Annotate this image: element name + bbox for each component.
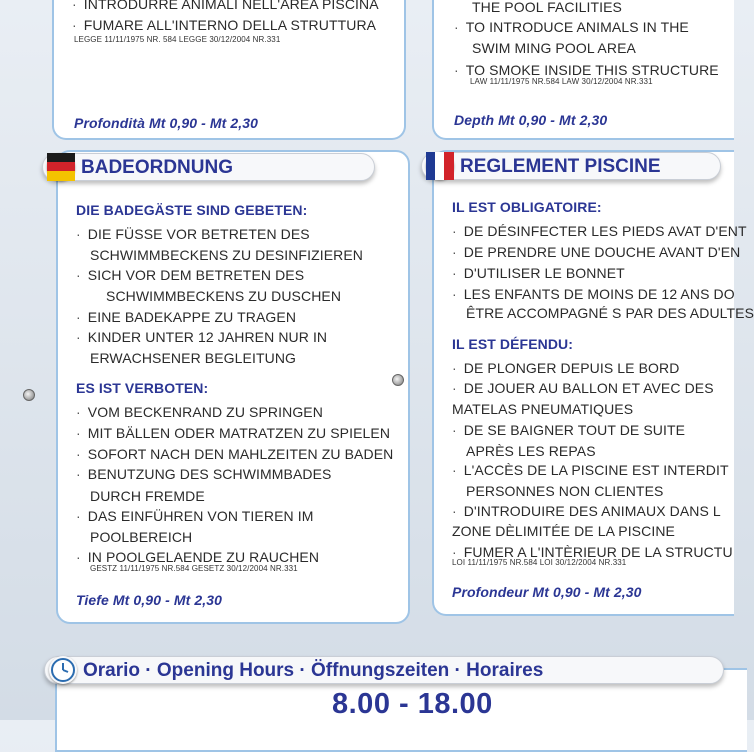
list-item: · DE SE BAIGNER TOUT DE SUITE bbox=[452, 422, 686, 438]
law-reference: LOI 11/11/1975 NR.584 LOI 30/12/2004 NR.331 bbox=[452, 558, 627, 567]
french-forbidden-heading: IL EST DÉFENDU: bbox=[452, 336, 574, 352]
german-forbidden-heading: ES IST VERBOTEN: bbox=[76, 380, 209, 396]
list-item: · FUMARE ALL'INTERNO DELLA STRUTTURA bbox=[72, 17, 377, 33]
list-item: · IN POOLGELAENDE ZU RAUCHEN bbox=[76, 549, 320, 565]
french-required-heading: IL EST OBLIGATOIRE: bbox=[452, 199, 602, 215]
depth-label: Profondità Mt 0,90 - Mt 2,30 bbox=[74, 115, 259, 131]
list-item: · L'ACCÈS DE LA PISCINE EST INTERDIT bbox=[452, 462, 729, 478]
opening-hours-value: 8.00 - 18.00 bbox=[332, 688, 493, 720]
german-title-banner bbox=[42, 153, 375, 181]
law-reference: LAW 11/11/1975 NR.584 LAW 30/12/2004 NR.331 bbox=[470, 77, 653, 86]
german-title: BADEORDNUNG bbox=[81, 157, 233, 178]
list-item: · SICH VOR DEM BETRETEN DES bbox=[76, 267, 305, 283]
list-item: · DIE FÜSSE VOR BETRETEN DES bbox=[76, 226, 310, 242]
list-item: · SOFORT NACH DEN MAHLZEITEN ZU BADEN bbox=[76, 446, 394, 462]
list-item-continued: DURCH FREMDE bbox=[90, 488, 205, 504]
french-title: REGLEMENT PISCINE bbox=[460, 156, 661, 177]
list-item: · VOM BECKENRAND ZU SPRINGEN bbox=[76, 404, 323, 420]
list-item: · D'UTILISER LE BONNET bbox=[452, 265, 625, 281]
list-item-continued: MATELAS PNEUMATIQUES bbox=[452, 401, 634, 417]
depth-label: Tiefe Mt 0,90 - Mt 2,30 bbox=[76, 592, 222, 608]
german-requested-heading: DIE BADEGÄSTE SIND GEBETEN: bbox=[76, 202, 308, 218]
list-item: · EINE BADEKAPPE ZU TRAGEN bbox=[76, 309, 297, 325]
list-item: · DE DÉSINFECTER LES PIEDS AVAT D'ENT bbox=[452, 223, 747, 239]
list-item-continued: ÊTRE ACCOMPAGNÉ S PAR DES ADULTES bbox=[466, 305, 754, 321]
list-item-continued: ZONE DÈLIMITÉE DE LA PISCINE bbox=[452, 523, 675, 539]
law-reference: GESTZ 11/11/1975 NR.584 GESETZ 30/12/2004 NR.331 bbox=[90, 564, 298, 573]
opening-hours-banner bbox=[44, 656, 724, 684]
list-item: · DE PLONGER DEPUIS LE BORD bbox=[452, 360, 680, 376]
list-item: THE POOL FACILITIES bbox=[472, 0, 622, 15]
law-reference: LEGGE 11/11/1975 NR. 584 LEGGE 30/12/2004 NR.331 bbox=[74, 35, 281, 44]
list-item-continued: APRÈS LES REPAS bbox=[466, 443, 596, 459]
german-flag-icon bbox=[47, 153, 75, 181]
list-item-continued: SCHWIMMBECKENS ZU DUSCHEN bbox=[106, 288, 342, 304]
list-item: · KINDER UNTER 12 JAHREN NUR IN bbox=[76, 329, 328, 345]
list-item-continued: SCHWIMMBECKENS ZU DESINFIZIEREN bbox=[90, 247, 364, 263]
list-item: · D'INTRODUIRE DES ANIMAUX DANS L bbox=[452, 503, 721, 519]
list-item: · DE JOUER AU BALLON ET AVEC DES bbox=[452, 380, 714, 396]
list-item: · DAS EINFÜHREN VON TIEREN IM bbox=[76, 508, 314, 524]
screw-icon bbox=[23, 389, 35, 401]
list-item: · TO INTRODUCE ANIMALS IN THE bbox=[454, 19, 689, 35]
depth-label: Profondeur Mt 0,90 - Mt 2,30 bbox=[452, 584, 642, 600]
french-flag-icon bbox=[426, 152, 454, 180]
list-item: · FUMER A L'INTÈRIEUR DE LA STRUCTU bbox=[452, 544, 733, 560]
list-item-continued: ERWACHSENER BEGLEITUNG bbox=[90, 350, 297, 366]
list-item: · BENUTZUNG DES SCHWIMMBADES bbox=[76, 466, 332, 482]
clock-icon bbox=[49, 656, 77, 684]
list-item-continued: SWIM MING POOL AREA bbox=[472, 40, 636, 56]
screw-icon bbox=[392, 374, 404, 386]
french-title-banner bbox=[421, 152, 721, 180]
list-item: · MIT BÄLLEN ODER MATRATZEN ZU SPIELEN bbox=[76, 425, 391, 441]
list-item-continued: POOLBEREICH bbox=[90, 529, 193, 545]
list-item-continued: PERSONNES NON CLIENTES bbox=[466, 483, 664, 499]
list-item: · DE PRENDRE UNE DOUCHE AVANT D'EN bbox=[452, 244, 741, 260]
depth-label: Depth Mt 0,90 - Mt 2,30 bbox=[454, 112, 608, 128]
list-item: · TO SMOKE INSIDE THIS STRUCTURE bbox=[454, 62, 719, 78]
list-item: · LES ENFANTS DE MOINS DE 12 ANS DO bbox=[452, 286, 735, 302]
list-item: · INTRODURRE ANIMALI NELL'AREA PISCINA bbox=[72, 0, 379, 12]
opening-hours-title: Orario · Opening Hours · Öffnungszeiten · Horaires bbox=[83, 660, 544, 681]
